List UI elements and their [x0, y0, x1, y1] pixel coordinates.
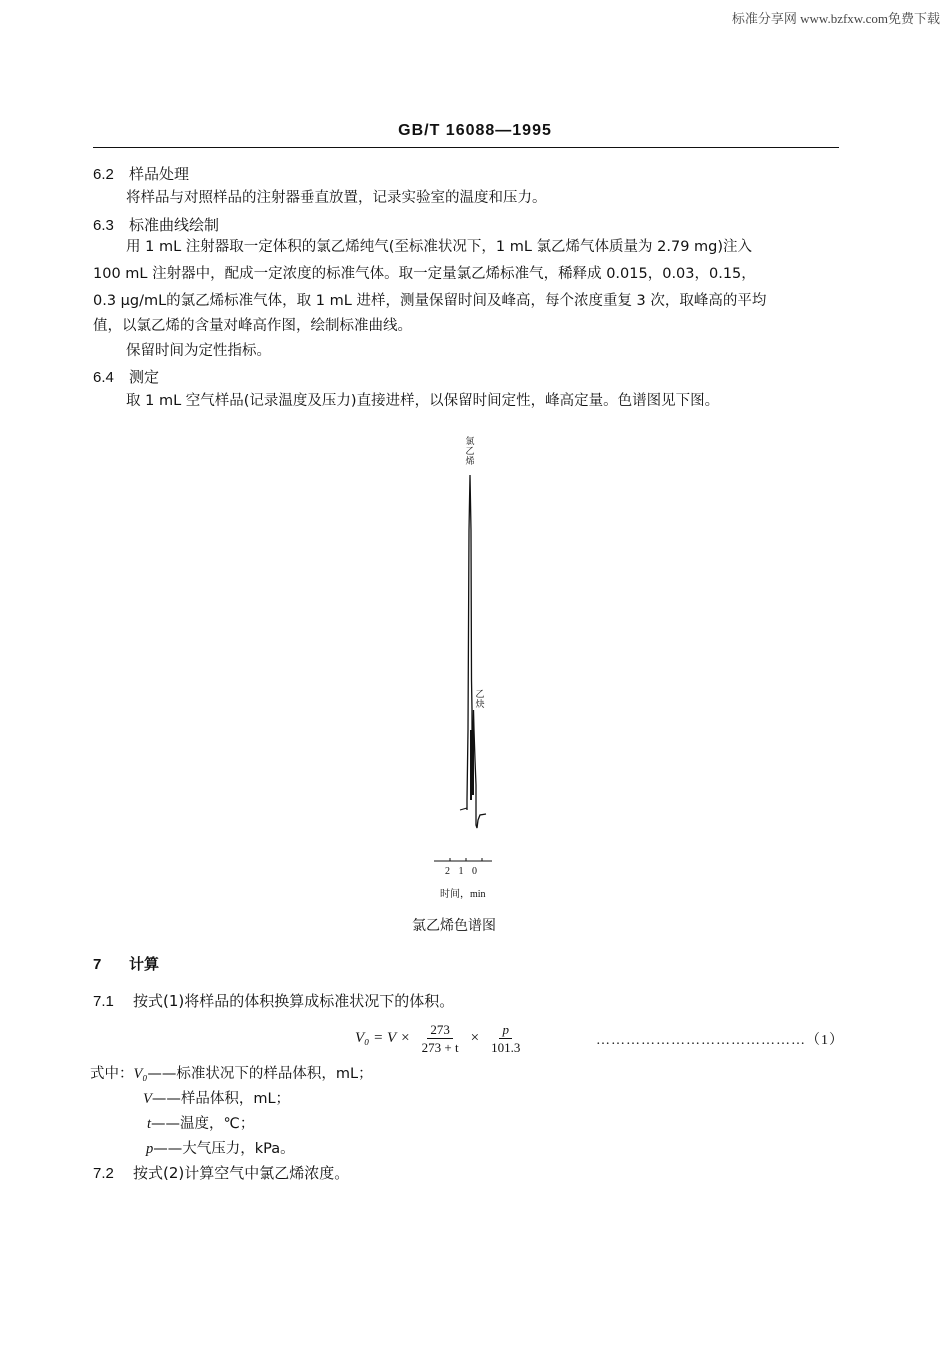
- where-line-2: [143, 1087, 290, 1108]
- formula-1: [355, 1018, 527, 1058]
- symbol: p: [146, 1141, 154, 1157]
- section-7-heading: [93, 953, 159, 974]
- section-7-1-heading: [93, 990, 454, 1011]
- denominator: 101.3: [491, 1039, 521, 1055]
- section-6-3-line-4: 值，以氯乙烯的含量对峰高作图，绘制标准曲线。: [93, 318, 412, 334]
- section-6-3-line-2: 100 mL 注射器中，配成一定浓度的标准气体。取一定量氯乙烯标准气，稀释成 0.015，0.03，0.15，: [93, 266, 756, 282]
- equation-number: ……………………………………（1）: [596, 1033, 844, 1048]
- section-6-3-line-1: 用 1 mL 注射器取一定体积的氯乙烯纯气(至标准状况下，1 mL 氯乙烯气体质量为 2.79 mg)注入: [126, 239, 753, 255]
- times-sign: ×: [470, 1029, 480, 1046]
- section-number: 7: [93, 956, 102, 973]
- chromatogram-peak-line: [467, 475, 486, 828]
- section-6-4-text: 取 1 mL 空气样品(记录温度及压力)直接进样，以保留时间定性，峰高定量。色谱图见下图。: [126, 393, 720, 409]
- chromatogram-peak-fill: [471, 730, 473, 800]
- where-intro: 式中：: [90, 1066, 134, 1082]
- standard-header: GB/T 16088—1995: [398, 122, 552, 139]
- symbol-description: ——大气压力，kPa。: [153, 1141, 295, 1157]
- header-rule: [93, 147, 839, 148]
- section-text: 按式(2)计算空气中氯乙烯浓度。: [133, 1164, 350, 1182]
- formula-lhs: V₀ = V: [355, 1029, 397, 1046]
- fraction-temperature: [419, 1021, 462, 1056]
- chromatogram-trace: [420, 430, 540, 880]
- section-title: 标准曲线绘制: [129, 216, 220, 234]
- where-line-4: [146, 1137, 295, 1158]
- watermark: 标准分享网 www.bzfxw.com免费下载: [731, 11, 940, 26]
- fraction-pressure: [488, 1021, 523, 1056]
- section-6-3-line-5: 保留时间为定性指标。: [126, 343, 271, 359]
- peak-label-vinyl-chloride: 氯乙烯: [465, 437, 475, 467]
- section-title: 测定: [129, 368, 160, 386]
- section-number: 7.1: [93, 993, 114, 1010]
- section-6-2-heading: [93, 163, 189, 184]
- time-axis-ticks: 2 1 0: [445, 866, 480, 877]
- symbol-description: ——温度，℃；: [151, 1116, 255, 1132]
- numerator: 273: [427, 1021, 453, 1039]
- peak-label-acetylene: 乙炔: [475, 690, 485, 710]
- chromatogram-baseline: [460, 808, 467, 810]
- section-7-2-heading: [93, 1162, 349, 1183]
- section-6-3-heading: [93, 214, 219, 235]
- time-axis-label: 时间，min: [440, 889, 486, 900]
- section-6-3-line-3: 0.3 μg/mL的氯乙烯标准气体，取 1 mL 进样，测量保留时间及峰高，每个浓度重复 3 次，取峰高的平均: [93, 293, 767, 309]
- numerator: p: [499, 1021, 512, 1039]
- figure-caption: 氯乙烯色谱图: [412, 918, 496, 934]
- section-number: 7.2: [93, 1165, 114, 1182]
- symbol: V: [143, 1091, 152, 1107]
- symbol: V₀: [133, 1066, 148, 1082]
- symbol: t: [147, 1116, 152, 1132]
- section-number: 6.4: [93, 369, 114, 386]
- section-title: 样品处理: [129, 165, 190, 183]
- where-line-1: [90, 1062, 373, 1083]
- section-number: 6.3: [93, 217, 114, 234]
- times-sign: ×: [401, 1029, 410, 1046]
- section-number: 6.2: [93, 166, 114, 183]
- where-line-3: [147, 1112, 254, 1133]
- section-title: 计算: [129, 955, 160, 973]
- section-6-2-text: 将样品与对照样品的注射器垂直放置，记录实验室的温度和压力。: [126, 190, 547, 206]
- section-6-4-heading: [93, 366, 159, 387]
- symbol-description: ——样品体积，mL；: [151, 1091, 291, 1107]
- section-text: 按式(1)将样品的体积换算成标准状况下的体积。: [133, 992, 455, 1010]
- denominator: 273 + t: [421, 1039, 459, 1055]
- symbol-description: ——标准状况下的样品体积，mL；: [147, 1066, 373, 1082]
